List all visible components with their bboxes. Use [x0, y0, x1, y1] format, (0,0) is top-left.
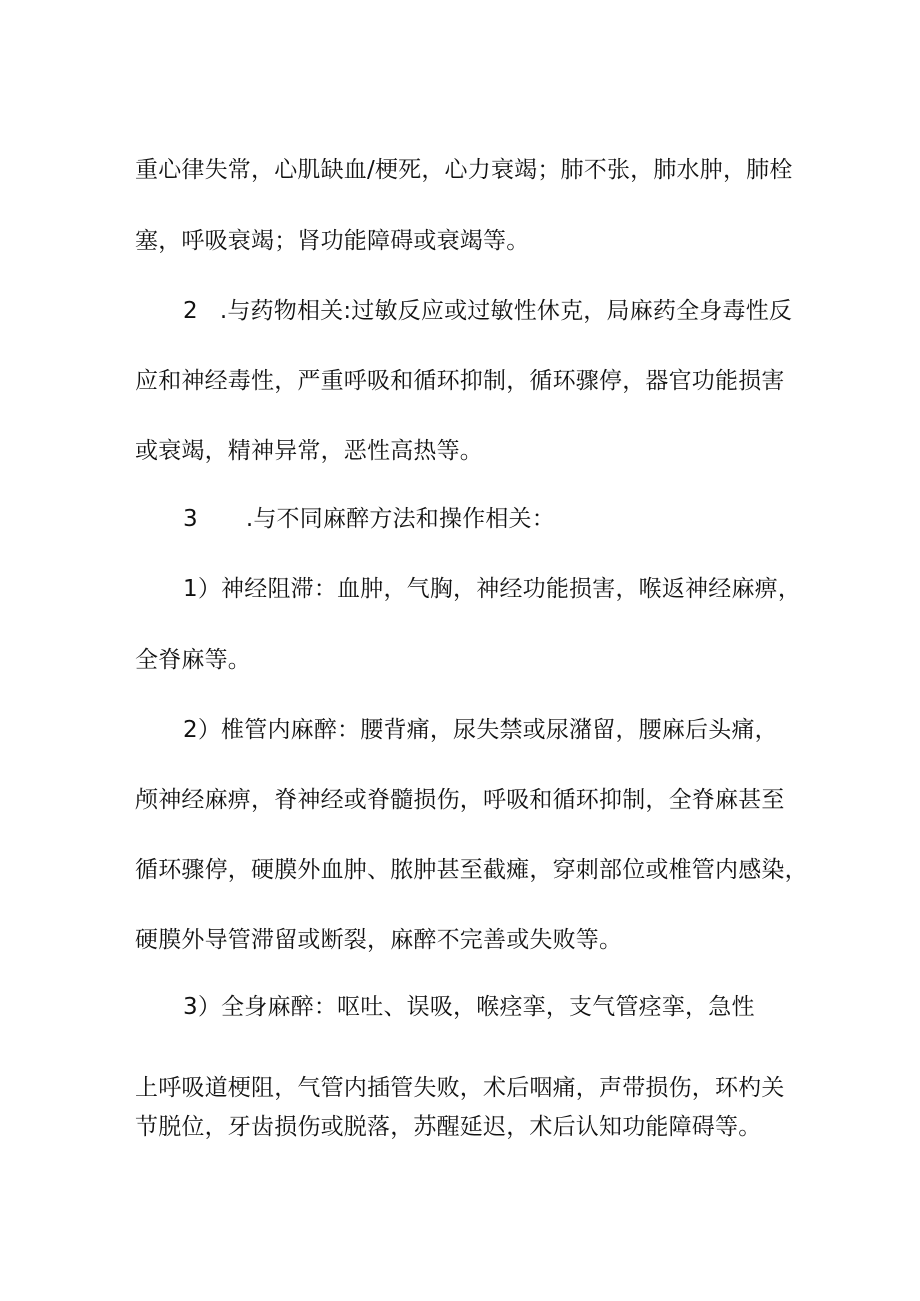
sub-number: 2） [183, 717, 222, 743]
item-2-line-2 [135, 366, 785, 396]
line-text: 上呼吸道梗阻，气管内插管失败，术后咽痛，声带损伤，环杓关 [135, 1075, 785, 1101]
item-2-line-3 [135, 436, 483, 466]
item-number: 3 [183, 506, 198, 532]
sub-2-line-1 [183, 715, 778, 745]
sub-3-line-1 [183, 992, 755, 1022]
line-text: 塞，呼吸衰竭；肾功能障碍或衰竭等。 [135, 228, 530, 254]
item-number: 2 [183, 298, 198, 324]
line-text: 全身麻醉：呕吐、误吸，喉痉挛，支气管痉挛，急性 [221, 994, 755, 1020]
item-separator: . [219, 298, 228, 324]
sub-3-line-2 [135, 1073, 785, 1103]
line-text: 重心律失常，心肌缺血/梗死，心力衰竭；肺不张，肺水肿，肺栓 [135, 157, 793, 183]
line-text: 循环骤停，硬膜外血肿、脓肿甚至截瘫，穿刺部位或椎管内感染， [135, 857, 808, 883]
item-separator: . [245, 506, 254, 532]
paragraph-line-2 [135, 226, 529, 256]
line-text: 神经阻滞：血肿，气胸，神经功能损害，喉返神经麻痹， [221, 576, 802, 602]
line-text: 硬膜外导管滞留或断裂，麻醉不完善或失败等。 [135, 927, 623, 953]
line-text: 颅神经麻痹，脊神经或脊髓损伤，呼吸和循环抑制，全脊麻甚至 [135, 787, 785, 813]
line-text: 全脊麻等。 [135, 647, 251, 673]
sub-3-line-3 [135, 1112, 761, 1142]
line-text: 椎管内麻醉：腰背痛，尿失禁或尿潴留，腰麻后头痛， [221, 717, 778, 743]
sub-2-line-4 [135, 925, 622, 955]
line-text: 节脱位，牙齿损伤或脱落，苏醒延迟，术后认知功能障碍等。 [135, 1114, 762, 1140]
line-text: 应和神经毒性，严重呼吸和循环抑制，循环骤停，器官功能损害 [135, 368, 785, 394]
item-2-line-1 [183, 296, 792, 326]
sub-number: 3） [183, 994, 222, 1020]
line-text: 与不同麻醉方法和操作相关： [253, 506, 555, 532]
sub-1-line-2 [135, 645, 251, 675]
sub-1-line-1 [183, 574, 801, 604]
paragraph-line-1 [135, 155, 793, 185]
item-3-heading [183, 504, 555, 534]
sub-2-line-2 [135, 785, 785, 815]
line-text: 与药物相关:过敏反应或过敏性休克，局麻药全身毒性反 [227, 298, 793, 324]
line-text: 或衰竭，精神异常，恶性高热等。 [135, 438, 483, 464]
sub-2-line-3 [135, 855, 808, 885]
sub-number: 1） [183, 576, 222, 602]
